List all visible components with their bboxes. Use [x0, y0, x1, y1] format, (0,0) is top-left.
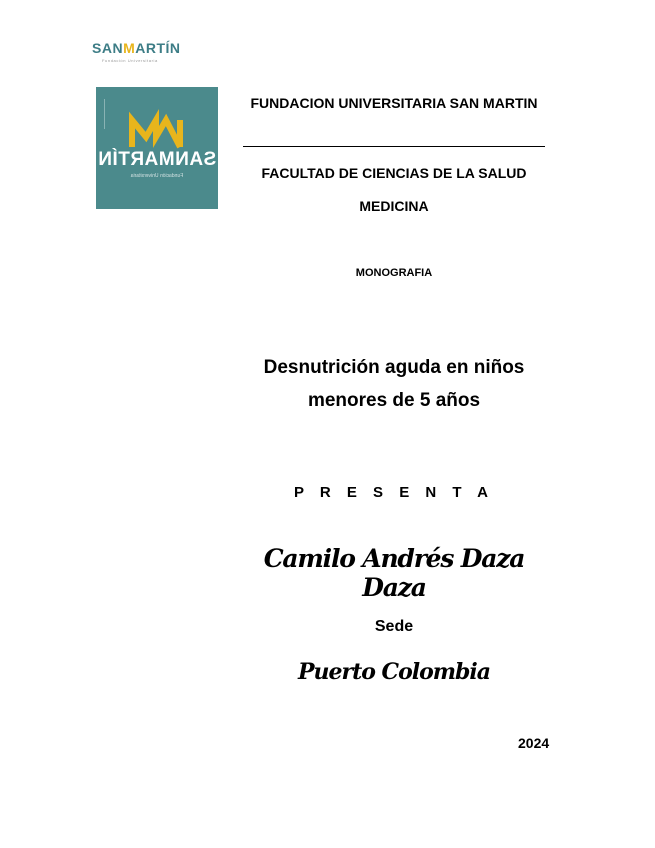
- faculty-name: FACULTAD DE CIENCIAS DE LA SALUD: [261, 165, 527, 181]
- campus-label: Sede: [374, 618, 414, 635]
- wordmark-text-right: ARTÍN: [135, 40, 181, 56]
- campus-name: Puerto Colombia: [297, 659, 491, 685]
- logo-mirrored-name: SANMARTÍN: [97, 149, 217, 170]
- thesis-title: [235, 351, 553, 417]
- wordmark-text-left: SAN: [92, 40, 124, 56]
- thesis-title-line-2: menores de 5 años: [307, 390, 481, 411]
- work-type: MONOGRAFIA: [355, 267, 433, 279]
- header-rule: [243, 146, 545, 147]
- institution-name: FUNDACION UNIVERSITARIA SAN MARTIN: [250, 95, 538, 111]
- university-square-logo: [96, 87, 218, 209]
- logo-mirrored-subtitle: Fundación Universitaria: [130, 173, 184, 179]
- logo-monogram-icon: [96, 87, 218, 209]
- wordmark-text-accent: M: [123, 40, 136, 56]
- wordmark-text: [92, 40, 181, 56]
- presents-label: P R E S E N T A: [293, 484, 495, 501]
- university-wordmark-logo: [92, 40, 188, 64]
- author-name: Camilo Andrés Daza Daza: [263, 544, 525, 602]
- program-name: MEDICINA: [359, 198, 429, 214]
- year: 2024: [518, 735, 550, 751]
- wordmark-subtitle: Fundación Universitaria: [102, 58, 158, 63]
- thesis-title-line-1: Desnutrición aguda en niños: [263, 357, 525, 378]
